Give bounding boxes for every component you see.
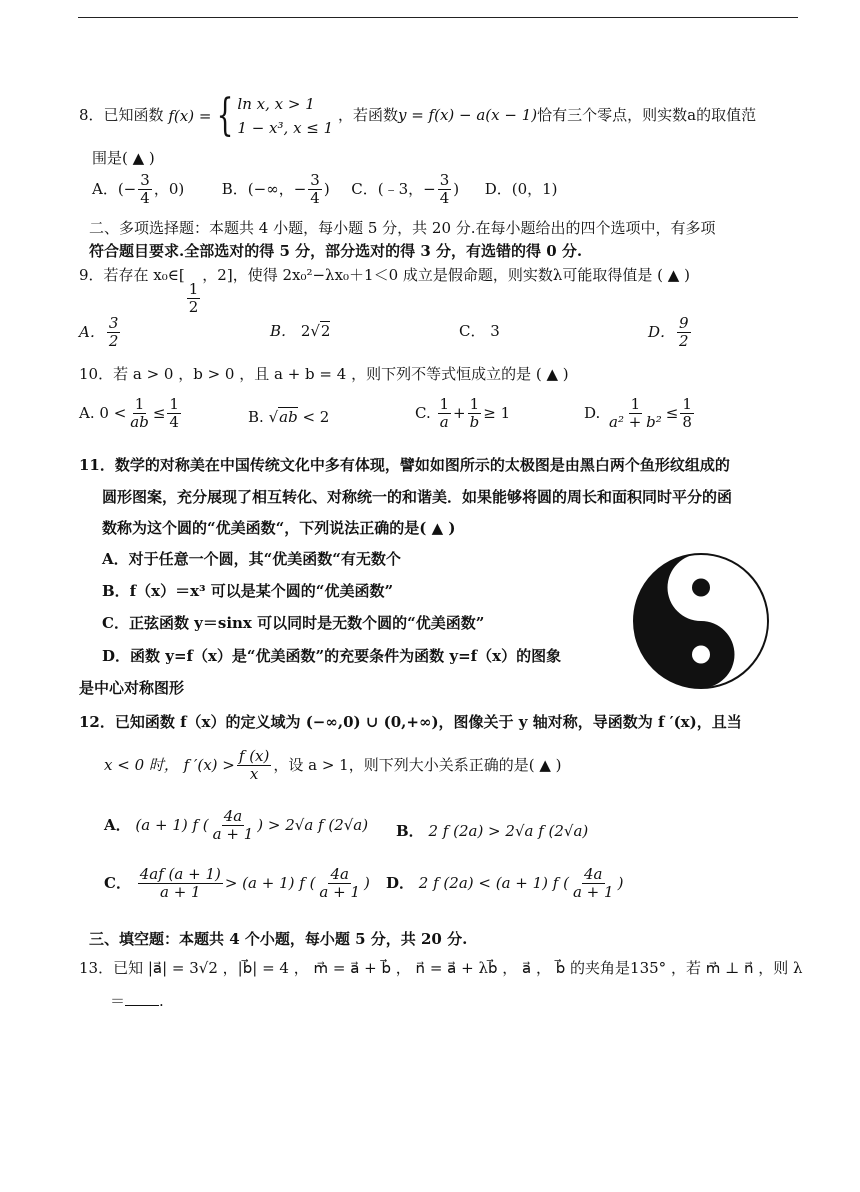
q12-line2: x < 0 时， f ′(x) > $\frac{f (x)}{x}$ ，设 a > 1，则下列大小关系正确的是( ▲ ) [104,747,562,784]
q11-line3: 数称为这个圆的“优美函数“，下列说法正确的是( ▲ ) [102,519,456,537]
q11-option-a: A．对于任意一个圆，其“优美函数“有无数个 [102,550,401,568]
q8-number: 8． [79,106,104,124]
q8-fx: f(x) = [168,107,212,125]
q10-stem: 10．若 a > 0 ，b > 0 ，且 a + b = 4 ，则下列不等式恒成立的是 ( ▲ ) [79,365,569,383]
q10-option-a: A. 0 < $\frac{1}{ab}$ ≤ $\frac{1}{4}$ [79,395,179,432]
q8-option-d: D．(0，1) [484,179,558,198]
q8-tail: 恰有三个零点，则实数a的取值范 [537,106,757,124]
q8-option-a: A．(− $\frac{3}{4}$ ，0) [92,171,185,208]
q9-option-b: B． 2√2 [270,322,331,340]
q8-case2: 1 − x³, x ≤ 1 [237,119,334,137]
header-rule [78,17,798,18]
q10-option-b: B. √ab < 2 [248,408,330,426]
q8-gx: y = f(x) − a(x − 1) [397,106,538,124]
q12-option-a: A． (a + 1) f ( $\frac{4a}{a + 1}$ ) > 2√a f (2√a) [104,807,369,844]
q10-option-d: D. $\frac{1}{\text{a² + b²}}$ ≤ $\frac{1}{8}$ [584,395,692,432]
q11-option-d-cont: 是中心对称图形 [79,679,185,697]
section2-rules: 符合题目要求.全部选对的得 5 分，部分选对的得 3 分，有选错的得 0 分. [89,242,583,260]
q8-option-b: B．(−∞，− $\frac{3}{4}$ ) [221,171,330,208]
q8-mid: ，若函数 [337,106,398,124]
q8-cases [237,92,333,140]
q13-line1: 13．已知 |a⃗| = 3√2 ，|b⃗| = 4 ， m⃗ = a⃗ + b⃗ ， n⃗ = a⃗ + λb⃗ ， a⃗ ， b⃗ 的夹角是135° ，若 m⃗ ⊥ n⃗ ，则 λ [79,959,803,977]
q8-case1: ln x, x > 1 [237,95,315,113]
q11-option-c: C．正弦函数 y＝sinx 可以同时是无数个圆的“优美函数” [102,614,485,632]
q8-line2: 围是( ▲ ) [92,149,155,167]
q12-line1: 12．已知函数 f（x）的定义域为 (−∞,0) ∪ (0,+∞)，图像关于 y 轴对称，导函数为 f ′(x)，且当 [79,713,742,731]
section3-heading: 三、填空题：本题共 4 个小题，每小题 5 分，共 20 分. [89,930,468,948]
q8-option-c: C．(﹣3，− $\frac{3}{4}$ ) [351,171,460,208]
taiji-icon [631,551,771,691]
q8-piecewise [168,92,333,140]
q11-option-b: B．f（x）＝x³ 可以是某个圆的“优美函数” [102,582,394,600]
q12-option-b: B． 2 f (2a) > 2√a f (2√a) [396,822,589,840]
q8-line1 [79,92,756,140]
q11-line1: 11．数学的对称美在中国传统文化中多有体现，譬如如图所示的太极图是由黑白两个鱼形纹组成的 [79,456,730,474]
q12-option-d: D． 2 f (2a) < (a + 1) f ( $\frac{4a}{a + 1}$ ) [386,865,624,902]
q8-options [92,172,558,208]
q10-option-c: C. $\frac{1}{a}$ + $\frac{1}{b}$ ≥ 1 [415,395,511,432]
q9-option-d: D． $\frac{9}{2}$ [648,314,689,351]
q9-option-c: C． 3 [459,322,500,340]
q8-brace: { [217,90,234,141]
q9-option-a: A． $\frac{3}{2}$ [79,314,119,351]
q11-option-d: D．函数 y=f（x）是“优美函数”的充要条件为函数 y=f（x）的图象 [102,647,562,665]
q13-answer-blank[interactable] [125,1005,159,1006]
q12-option-c: C． $\frac{4af (a + 1)}{a + 1}$ > (a + 1) f ( $\frac{4a}{a + 1}$ ) [104,865,370,902]
q13-line2: ＝ . [110,992,164,1010]
q11-line2: 圆形图案，充分展现了相互转化、对称统一的和谐美．如果能够将圆的周长和面积同时平分的函 [102,488,733,506]
q9-stem: 9．若存在 x₀∈[ $\frac{1}{2}$ ，2]，使得 2x₀²−λx₀＋1＜0 成立是假命题，则实数λ可能取得值是 ( ▲ ) [79,266,690,317]
q8-intro: 已知函数 [103,106,164,124]
section2-heading: 二、多项选择题：本题共 4 小题，每小题 5 分，共 20 分.在每小题给出的四个选项中，有多项 [89,219,716,237]
